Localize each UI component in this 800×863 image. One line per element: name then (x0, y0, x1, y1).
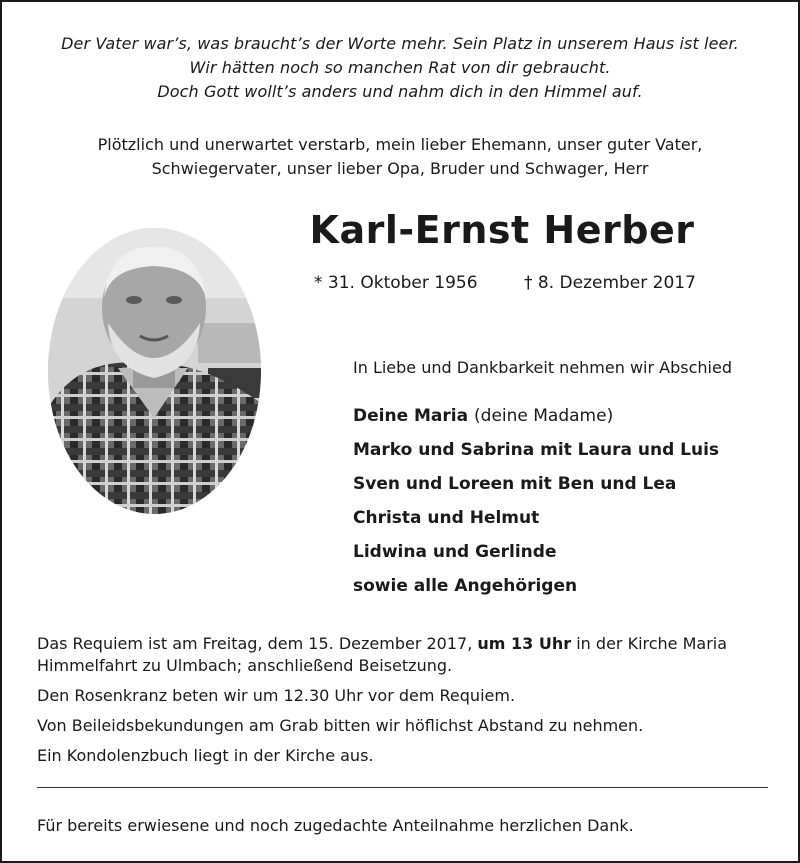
farewell-text: In Liebe und Dankbarkeit nehmen wir Abschied (353, 358, 732, 377)
deceased-name: Karl-Ernst Herber (309, 208, 695, 252)
intro-text (2, 133, 798, 181)
birth-date: * 31. Oktober 1956 (314, 273, 478, 293)
family-line: sowie alle Angehörigen (353, 576, 578, 596)
family-line: Lidwina und Gerlinde (353, 542, 557, 562)
condolence-book-info: Ein Kondolenzbuch liegt in der Kirche aus. (37, 746, 374, 765)
wife-note: (deine Madame) (474, 406, 614, 426)
family-line: Marko und Sabrina mit Laura und Luis (353, 440, 720, 460)
death-date: † 8. Dezember 2017 (524, 273, 696, 293)
family-list (353, 403, 719, 607)
family-line: Christa und Helmut (353, 508, 540, 528)
poem (2, 32, 798, 104)
portrait-photo (48, 228, 261, 514)
requiem-location: in der Kirche Maria Himmelfahrt zu Ulmbach; anschließend Beisetzung. (37, 634, 728, 675)
thanks-text: Für bereits erwiesene und noch zugedachte Anteilnahme herzlichen Dank. (37, 816, 634, 835)
requiem-time: um 13 Uhr (477, 634, 572, 653)
intro-line: Plötzlich und unerwartet verstarb, mein lieber Ehemann, unser guter Vater, (97, 135, 703, 154)
condolences-info: Von Beileidsbekundungen am Grab bitten wir höflichst Abstand zu nehmen. (37, 716, 644, 735)
poem-line: Der Vater war’s, was braucht’s der Worte mehr. Sein Platz in unserem Haus ist leer. (61, 34, 739, 53)
wife-name: Deine Maria (353, 406, 469, 426)
service-info (37, 633, 777, 775)
divider (37, 787, 768, 788)
poem-line: Wir hätten noch so manchen Rat von dir gebraucht. (189, 58, 611, 77)
family-line: Sven und Loreen mit Ben und Lea (353, 474, 677, 494)
requiem-info (37, 633, 777, 677)
poem-line: Doch Gott wollt’s anders und nahm dich in den Himmel auf. (157, 82, 643, 101)
requiem-text: Das Requiem ist am Freitag, dem 15. Dezember 2017, (37, 634, 473, 653)
family-line (353, 403, 719, 437)
rosary-info: Den Rosenkranz beten wir um 12.30 Uhr vor dem Requiem. (37, 686, 516, 705)
intro-line: Schwiegervater, unser lieber Opa, Bruder und Schwager, Herr (151, 159, 649, 178)
